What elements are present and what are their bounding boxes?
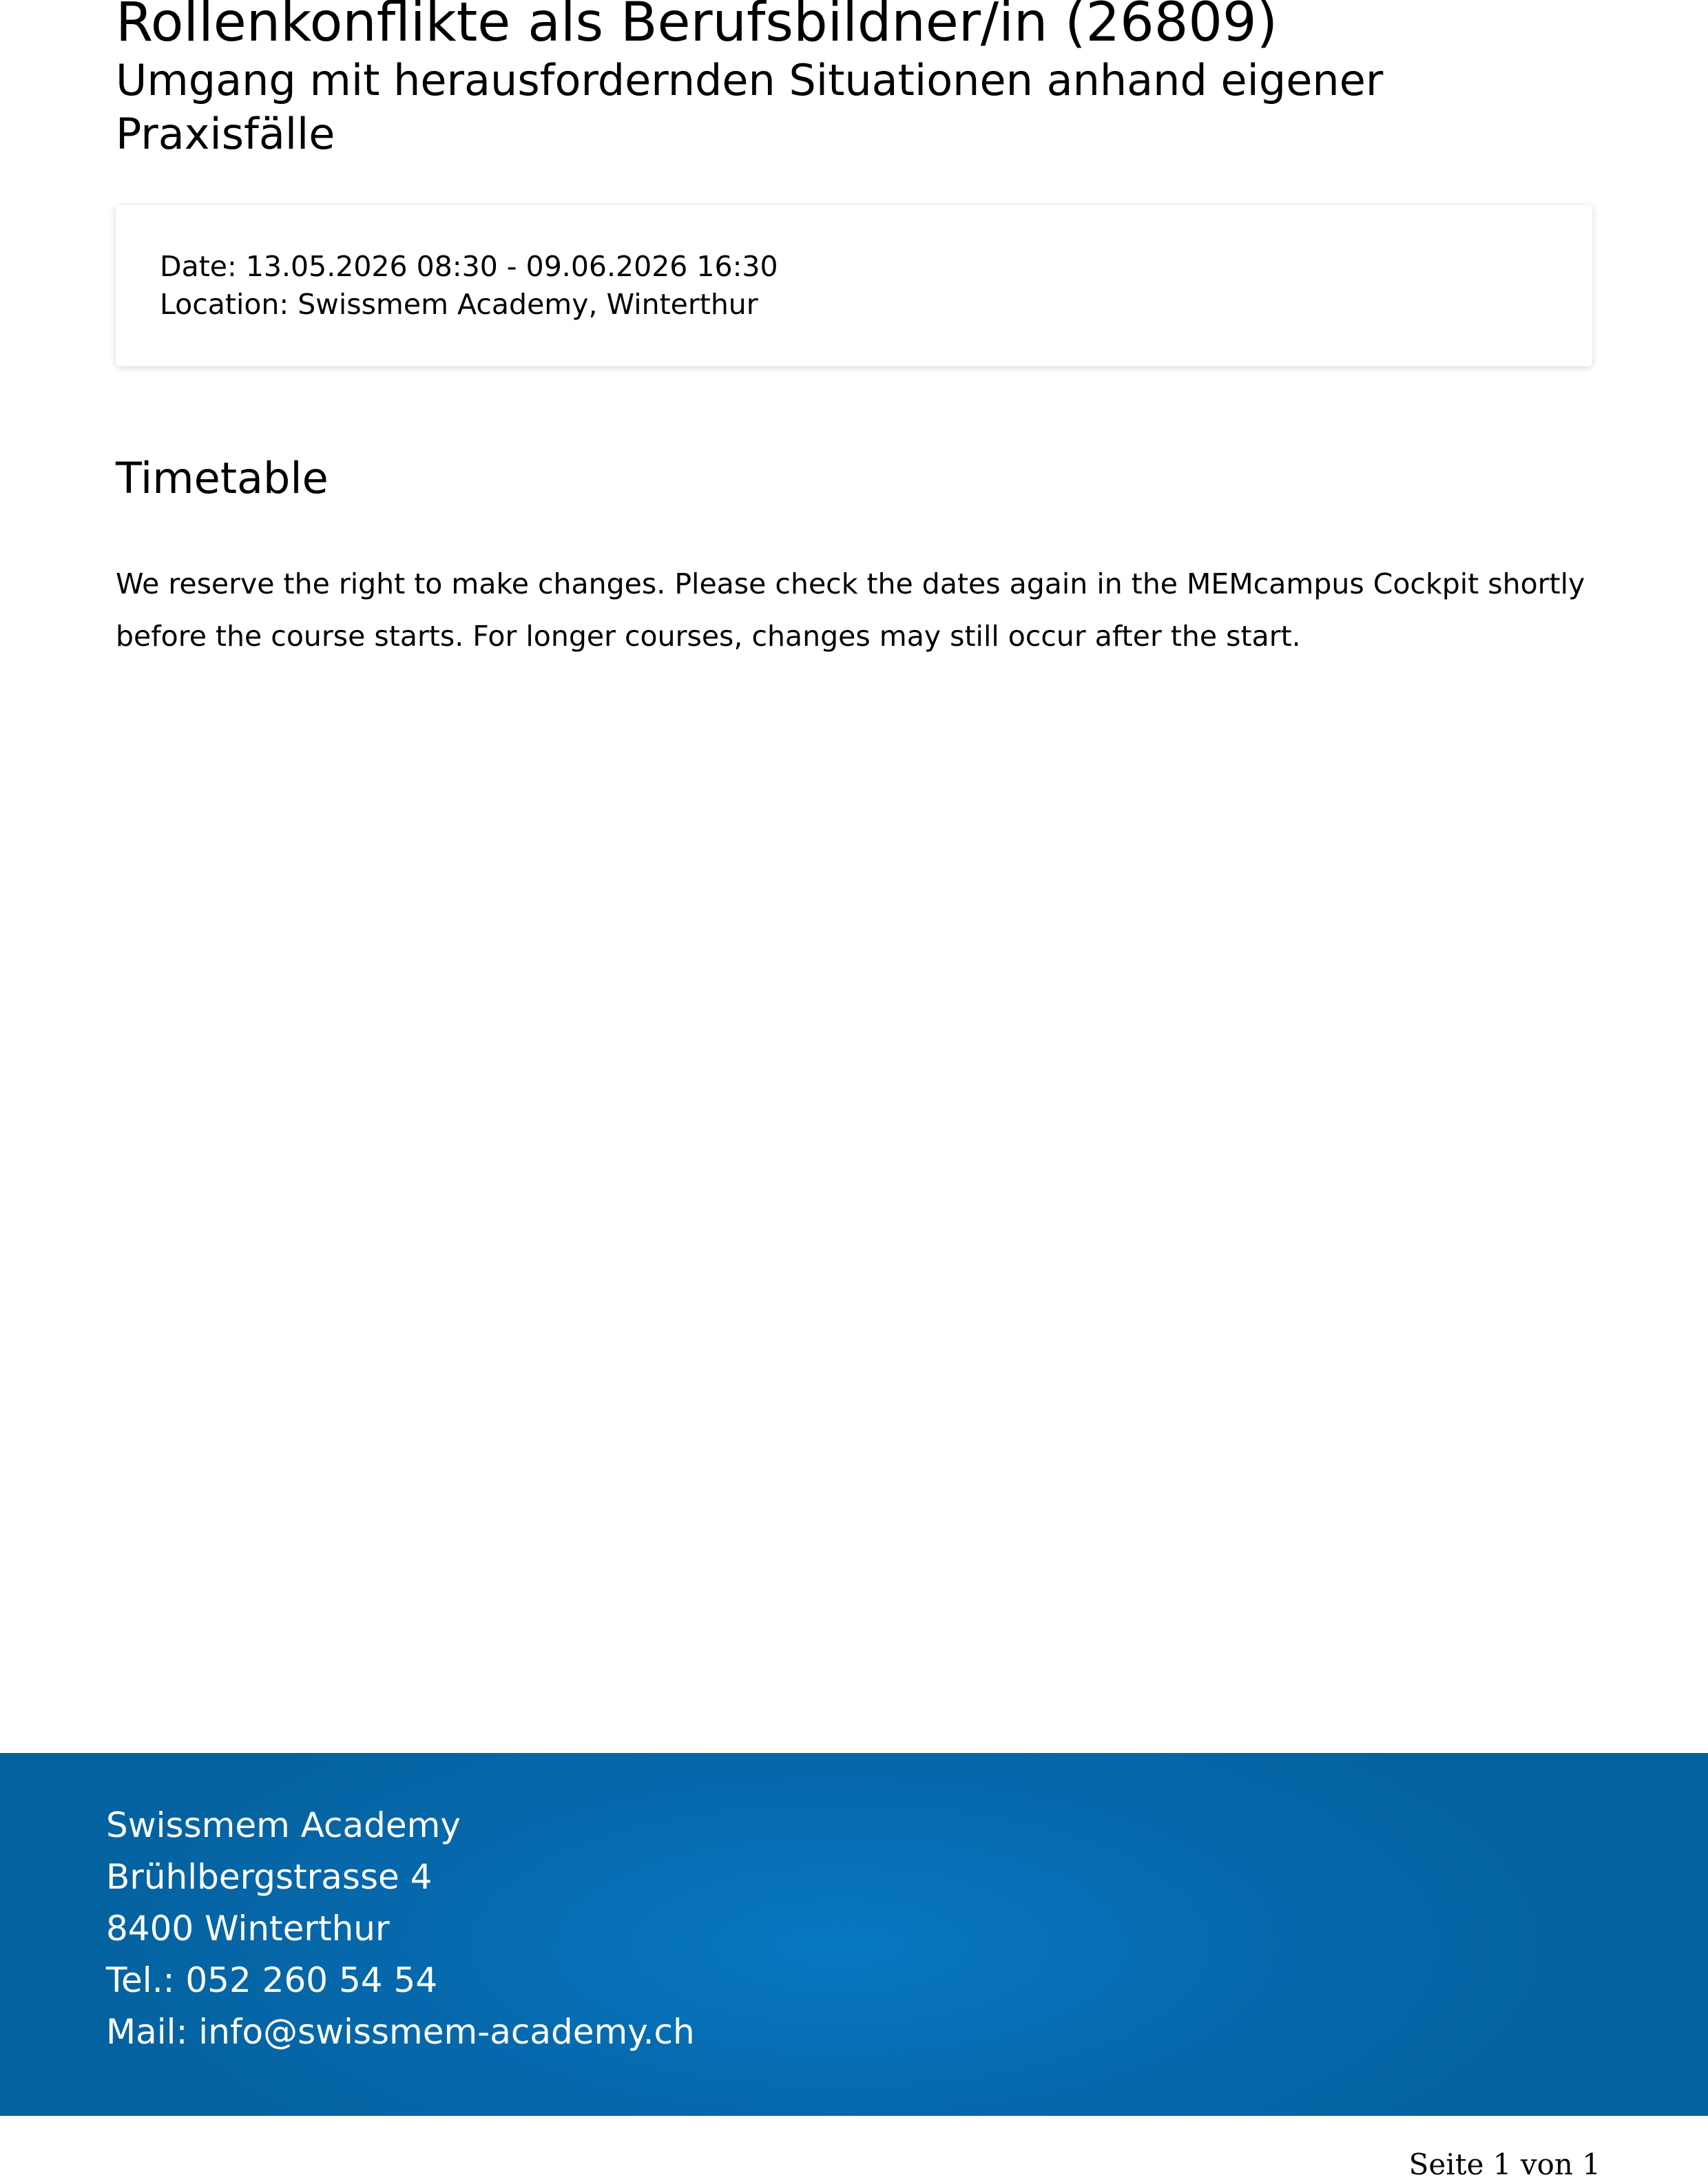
page-subtitle: Umgang mit herausfordernden Situationen anhand eigener Praxisfälle	[116, 55, 1384, 159]
course-location: Location: Swissmem Academy, Winterthur	[160, 288, 758, 321]
course-date: Date: 13.05.2026 08:30 - 09.06.2026 16:30	[160, 250, 778, 283]
footer-band	[0, 1753, 1708, 2116]
footer-organization-name: Swissmem Academy	[106, 1805, 461, 1845]
footer-city: 8400 Winterthur	[106, 1909, 390, 1949]
footer-street: Brühlbergstrasse 4	[106, 1857, 433, 1897]
timetable-heading: Timetable	[116, 453, 329, 503]
footer-mail: Mail: info@swissmem-academy.ch	[106, 2012, 695, 2052]
timetable-notice: We reserve the right to make changes. Please check the dates again in the MEMcampus Cockpit shortly before the course starts. For longer courses, changes may still occur after the start.	[116, 567, 1585, 653]
page-title: Rollenkonflikte als Berufsbildner/in (26809)	[116, 0, 1278, 54]
footer-phone: Tel.: 052 260 54 54	[106, 1960, 438, 2000]
course-info-card	[116, 205, 1592, 366]
page-number: Seite 1 von 1	[1408, 2148, 1601, 2181]
footer-address	[106, 1800, 695, 2058]
